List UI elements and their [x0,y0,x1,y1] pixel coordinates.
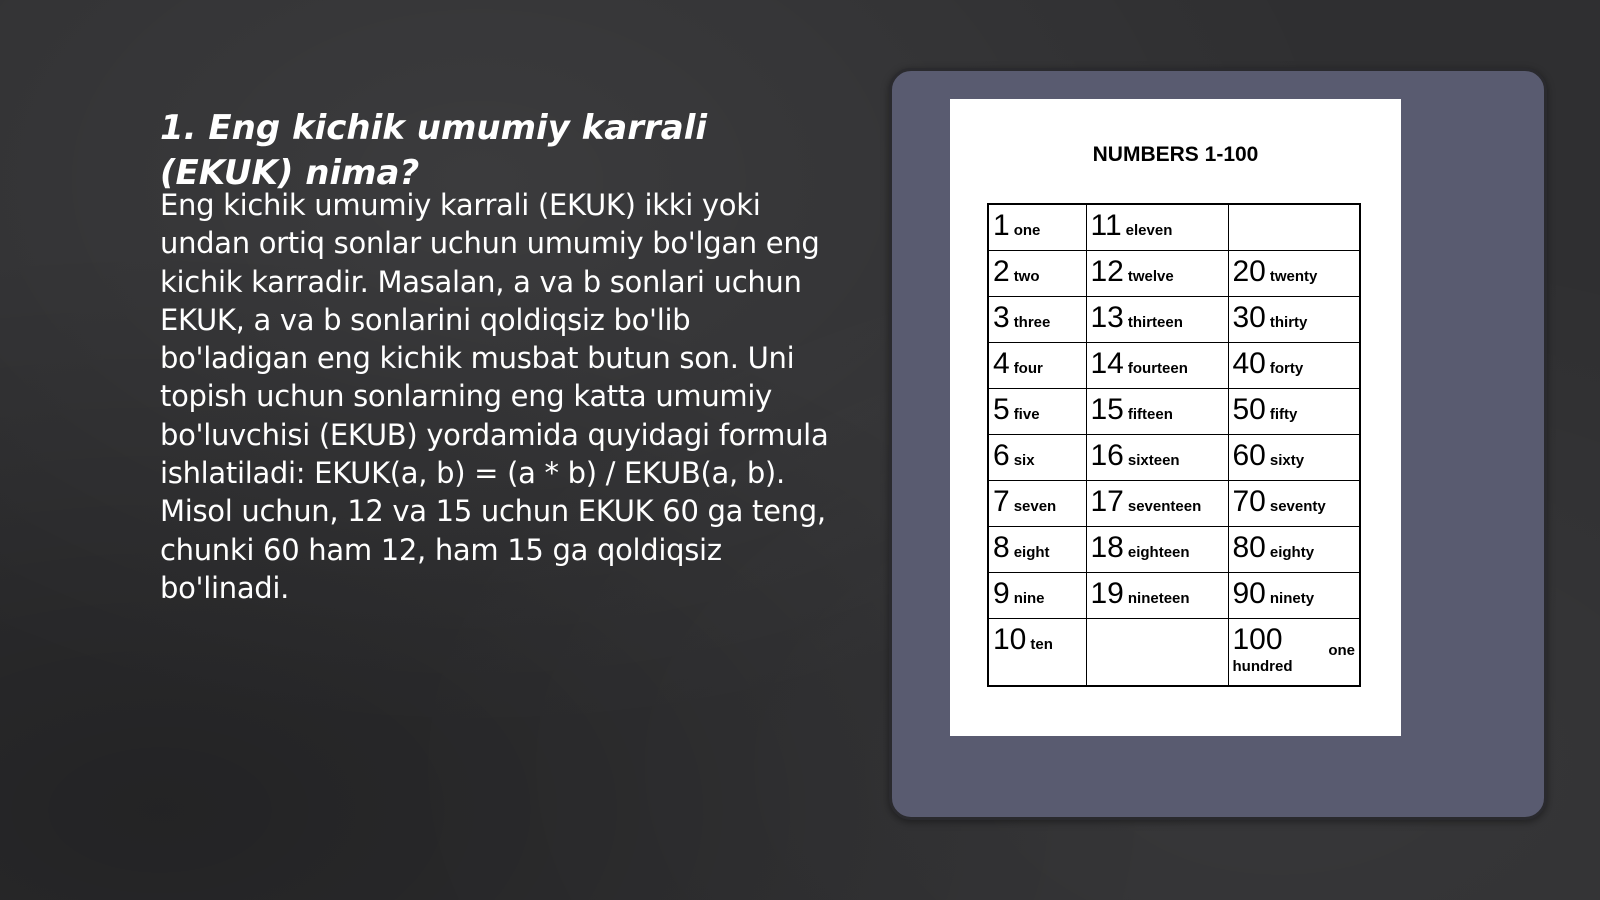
cell-word: twelve [1127,268,1174,285]
table-cell [988,204,1086,251]
cell-number: 50 [1232,393,1266,426]
cell-number: 40 [1232,347,1266,380]
table-cell [1086,343,1228,389]
cell-number: 70 [1232,485,1266,518]
table-cell [988,297,1086,343]
cell-number: 2 [993,255,1010,288]
cell-word: forty [1269,360,1304,377]
table-cell [1086,251,1228,297]
numbers-table [987,203,1361,687]
cell-number: 7 [993,485,1010,518]
cell-number: 80 [1232,531,1266,564]
cell-word: one [1013,222,1041,239]
table-cell [1228,251,1360,297]
table-cell [1086,435,1228,481]
cell-number: 3 [993,301,1010,334]
cell-word: nineteen [1127,590,1190,607]
table-cell [988,343,1086,389]
table-row [988,251,1360,297]
cell-word: one [1328,642,1355,659]
cell-number: 15 [1090,393,1124,426]
table-row [988,573,1360,619]
slide-body-text: Eng kichik umumiy karrali (EKUK) ikki yoki undan ortiq sonlar uchun umumiy bo'lgan eng kichik karradir. Masalan, a va b sonlari uchun EKUK, a va b sonlarini qoldiqsiz bo'lib bo'ladigan eng kichik musbat butun son. Uni topish uchun sonlarning eng katta umumiy bo'luvchisi (EKUB) yordamida quyidagi formula ishlatiladi: EKUK(a, b) = (a * b) / EKUB(a, b). Misol uchun, 12 va 15 uchun EKUK 60 ga teng, chunki 60 ham 12, ham 15 ga qoldiqsiz bo'linadi. [160,188,829,605]
cell-word: thirty [1269,314,1308,331]
cell-word-continued: hundred [1232,658,1293,675]
cell-word: fifteen [1127,406,1173,423]
cell-word: five [1013,406,1040,423]
cell-number: 4 [993,347,1010,380]
cell-number: 18 [1090,531,1124,564]
cell-word: sixty [1269,452,1305,469]
table-row [988,389,1360,435]
table-row [988,435,1360,481]
cell-number: 10 [993,623,1027,656]
cell-number: 30 [1232,301,1266,334]
table-cell [988,435,1086,481]
cell-number: 13 [1090,301,1124,334]
cell-word: seventy [1269,498,1326,515]
cell-number: 19 [1090,577,1124,610]
table-cell [988,527,1086,573]
cell-word: six [1013,452,1035,469]
table-cell [1086,619,1228,687]
cell-word: fifty [1269,406,1298,423]
table-cell [1086,527,1228,573]
cell-word: sixteen [1127,452,1180,469]
table-cell [988,619,1086,687]
cell-number: 100 [1232,623,1283,656]
table-cell [1086,573,1228,619]
cell-number: 90 [1232,577,1266,610]
table-cell [1228,343,1360,389]
cell-word: nine [1013,590,1045,607]
cell-word: seven [1013,498,1057,515]
table-cell [1086,204,1228,251]
table-cell [1086,389,1228,435]
cell-word: four [1013,360,1043,377]
cell-word: ten [1030,636,1053,653]
cell-word: two [1013,268,1040,285]
cell-number: 6 [993,439,1010,472]
cell-number: 12 [1090,255,1124,288]
cell-word: fourteen [1127,360,1188,377]
table-cell [1228,204,1360,251]
table-cell [1228,389,1360,435]
cell-number: 16 [1090,439,1124,472]
cell-word: eighty [1269,544,1315,561]
table-row [988,619,1360,687]
numbers-sheet [950,99,1401,736]
table-cell [988,251,1086,297]
cell-number: 20 [1232,255,1266,288]
table-cell [1228,619,1360,687]
cell-number-word [1233,621,1356,659]
slide-title: 1. Eng kichik umumiy karrali (EKUK) nima? [160,108,708,193]
table-row [988,297,1360,343]
table-cell [988,573,1086,619]
cell-word: thirteen [1127,314,1183,331]
cell-word: eight [1013,544,1050,561]
table-cell [1228,435,1360,481]
cell-number: 9 [993,577,1010,610]
cell-word: twenty [1269,268,1318,285]
cell-word: eighteen [1127,544,1190,561]
table-cell [988,389,1086,435]
table-cell [1228,297,1360,343]
table-row [988,204,1360,251]
cell-number: 5 [993,393,1010,426]
table-cell [1086,297,1228,343]
table-cell [1228,481,1360,527]
cell-word: ninety [1269,590,1315,607]
table-cell [1086,481,1228,527]
numbers-sheet-title: NUMBERS 1-100 [1092,143,1259,166]
table-cell [1228,527,1360,573]
cell-number: 17 [1090,485,1124,518]
table-row [988,527,1360,573]
cell-number: 8 [993,531,1010,564]
cell-word: seventeen [1127,498,1202,515]
cell-number: 14 [1090,347,1124,380]
cell-number: 60 [1232,439,1266,472]
table-row [988,481,1360,527]
cell-word: three [1013,314,1051,331]
cell-word: eleven [1125,222,1173,239]
table-row [988,343,1360,389]
cell-number: 11 [1090,209,1122,242]
table-cell [988,481,1086,527]
table-cell [1228,573,1360,619]
cell-number: 1 [993,209,1010,242]
